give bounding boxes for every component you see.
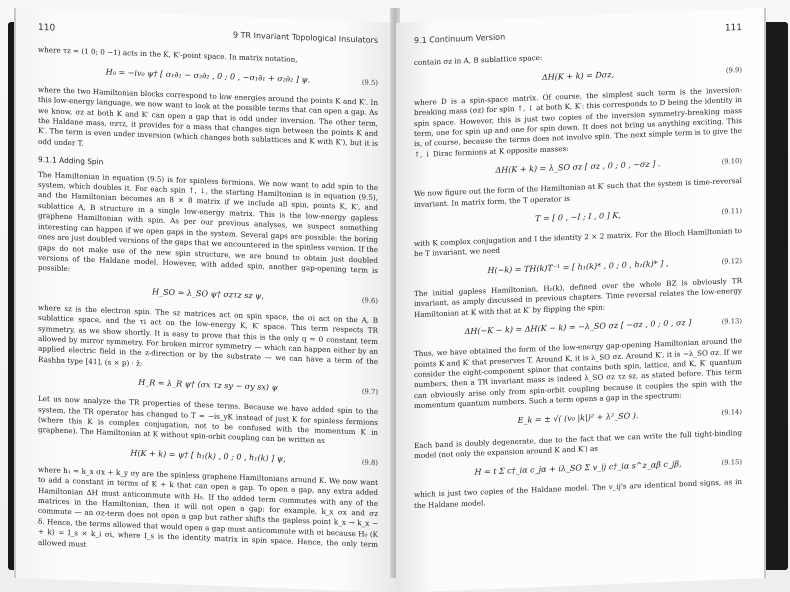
equation-number: (9.12) [721, 256, 742, 266]
equation-body: H_R = λ_R ψ† (σx τz sy − σy sx) ψ [138, 377, 278, 393]
equation-number: (9.10) [721, 157, 742, 166]
equation-number: (9.9) [725, 65, 742, 75]
paragraph: The initial gapless Hamiltonian, H₀(k), defined over the whole BZ is obviously TR invariant, as amply discussed in previous chapters. Time reversal relates the low-energy Hamiltonian at K with that at K′ by flipping the spin: [414, 275, 742, 319]
left-page-body [38, 45, 378, 561]
paragraph: contain σz in A, B sublattice space: [414, 53, 543, 68]
equation-number: (9.5) [361, 77, 378, 87]
section-heading: 9.1.1 Adding Spin [38, 155, 104, 167]
paragraph: We now figure out the form of the Hamiltonian at K′ such that the system is time-reversal invariant. In matrix form, the T operator is [414, 176, 742, 209]
equation-number: (9.15) [721, 458, 742, 467]
paragraph: where sz is the electron spin. The sz matrices act on spin space, the σi act on the A, B sublattice space, and the τi act on the low-energy K, K′ space. This term respects TR symmetry, as we show shortly. It is easy to prove that this is the only q = 0 constant term allowed by mirror symmetry. For broken mirror symmetry — which can happen either by an applied electric field in the z-direction or by the substrate — we can have a term of the Rashba type [41], (s × p) · ẑ: [38, 302, 378, 368]
equation-body: H(K + k) = ψ† [ h₁(k) , 0 ; 0 , h₁(k) ] ψ, [130, 448, 286, 464]
equation-body: ΔH(K + k) = λ_SO σz [ σz , 0 ; 0 , −σz ] . [495, 159, 661, 175]
equation-body: H = t Σ c†_iα c_jα + iλ_SO Σ v_ij c†_iα s^z_αβ c_jβ, [474, 459, 682, 477]
running-head: 9 TR Invariant Topological Insulators [232, 30, 378, 45]
paragraph: where h₁ = k_x σx + k_y σy are the spinless graphene Hamiltonians around K. We now want to add a constant in terms of K + k that can open a gap. To open a gap, any extra added Hamiltonian ΔH must anticommute with H₀. If the added term commutes with any of the matrices in the Hamiltonian, then it will not open a gap: for example, k_x σx and σz commute — an σz-term does not open a gap but rather shifts the gapless point k_x → k_x − δ. Hence, the terms allowed that would open a gap must anticommute with σi because H₀ (K + k) = I_s × k_i σi, where I_s is the identity matrix in spin space. Hence, the only term allowed must [38, 464, 378, 550]
page-number: 111 [724, 22, 742, 34]
right-page-header [414, 23, 742, 47]
right-page-body [414, 45, 742, 511]
paragraph: where the two Hamiltonian blocks correspond to low energies around the points K and K′. In this low-energy language, we now want to look at the possible terms that can open a gap. As we know, σz at both K and K′ can open a gap that is odd under inversion. The other term, the Haldane mass, σzτz, it provides for a mass that changes sign between the points K and K′. The term is even under inversion (which changes both sublattices and K with K′), but it is odd under T. [38, 84, 378, 149]
paragraph: where τz = (1 0; 0 −1) acts in the K, K′-point space. In matrix notation, [38, 45, 298, 65]
equation-body: E_k = ± √( (v₀ |k|)² + λ²_SO ). [517, 411, 639, 426]
equation-number: (9.11) [721, 206, 742, 216]
equation-number: (9.14) [721, 408, 742, 418]
right-page [396, 8, 766, 592]
equation-body: H₀ = −iv₀ ψ† [ σ₁∂₁ − σ₂∂₂ , 0 ; 0 , −σ₁∂₁ + σ₂∂₂ ] ψ. [105, 67, 311, 84]
left-page [14, 8, 396, 592]
equation-body: H(−k) = TH(k)T⁻¹ = [ h₁(k)* , 0 ; 0 , h₁(k)* ] , [487, 258, 669, 275]
paragraph: The Hamiltonian in equation (9.5) is for spinless fermions. We now want to add spin to the system, which doubles it. For each spin ↑, ↓, the starting Hamiltonian is in equation (9.5), and the Hamiltonian becomes an 8 × 8 matrix if we include all spin, points K, K′, and sublattice A, B structure in a single low-energy matrix. This is the low-energy gapless graphene Hamiltonian with spin. As per our previous analyses, we suspect something interesting can happen if we open gaps in the system. Several gaps are possible: the boring ones are just doubled versions of the gaps that we encountered in the spinless version. If the gaps do not make use of the new spin structure, we are bound to obtain just doubled versions of the Haldane model. However, with added spin, another gap-opening term is possible: [38, 169, 378, 275]
paragraph: which is just two copies of the Haldane model. The v_ij's are identical bond signs, as in the Haldane model. [414, 477, 742, 510]
equation-body: ΔH(−K − k) = ΔH(K − k) = −λ_SO σz [ −σz , 0 ; 0 , σz ] [464, 317, 692, 336]
equation-number: (9.6) [361, 295, 378, 305]
left-page-header [38, 23, 378, 46]
equation-number: (9.7) [361, 387, 378, 396]
equation-body: H_SO = λ_SO ψ† σzτz sz ψ, [152, 286, 264, 301]
equation-number: (9.8) [361, 457, 378, 467]
paragraph: with K complex conjugation and I the identity 2 × 2 matrix. For the Bloch Hamiltonian to be T invariant, we need [414, 226, 742, 259]
equation-body: ΔH(K + k) = Dσz, [541, 69, 615, 82]
open-book [14, 8, 784, 578]
page-number: 110 [38, 22, 56, 34]
equation-number: (9.13) [721, 316, 742, 326]
running-head: 9.1 Continuum Version [414, 32, 506, 46]
paragraph: Thus, we have obtained the form of the low-energy gap-opening Hamiltonian around the points K and K′ that preserves T. Around K, it is λ_SO σz. Around K′, it is −λ_SO σz. If we consider the eight-component spinor that contains both spin, lattice, and K, K′ quantum numbers, then a TR invariant mass is indeed λ_SO σz τz sz, as stated before. This term can obviously arise only from spin-orbit coupling because it couples the spin with the momentum quantum numbers. Such a term opens a gap in the spectrum: [414, 336, 742, 411]
paragraph: Each band is doubly degenerate, due to the fact that we can write the full tight-binding model (not only the expansion around K and K′) as [414, 427, 742, 461]
equation-body: T = [ 0 , −I ; I , 0 ] K, [535, 210, 621, 224]
paragraph: where D is a spin-space matrix. Of course, the simplest such term is the inversion-breaking mass (σz) for spin ↑, ↓ at both K, K′: this corresponds to D being the identity in spin space. However, this is just two copies of the inversion symmetry-breaking mass term, one for spin up and one for spin down. It does not bring us anything exciting. This is, of course, because the terms does not involve spin. The next simple term is to give the ↑, ↓ Dirac fermions at K opposite masses: [414, 84, 742, 159]
paragraph: Let us now analyze the TR properties of these terms. Because we have added spin to the system, the TR operator has changed to T = −is_yK instead of just K for spinless fermions (where this K is complex conjugation, not to be confused with the momentum K in graphene). The Hamiltonian at K without spin-orbit coupling can be written as [38, 394, 378, 446]
